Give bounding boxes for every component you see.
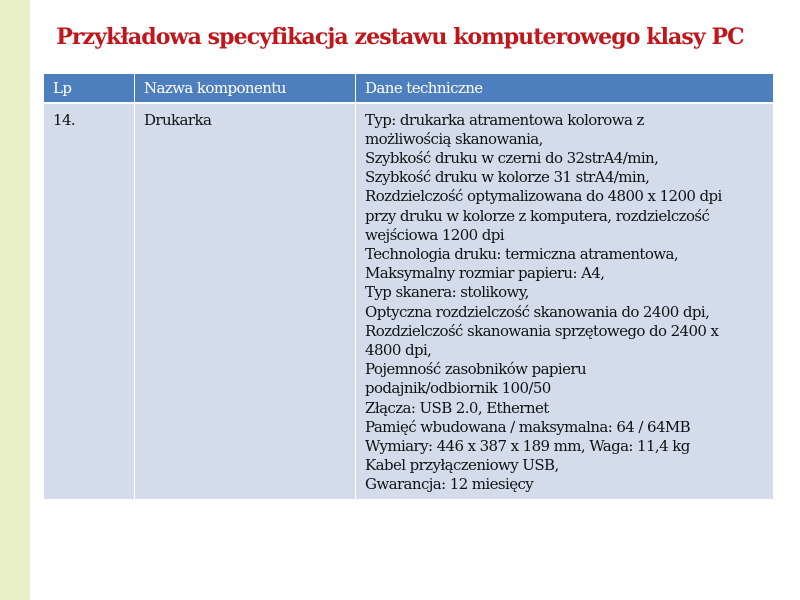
spec-line: Rozdzielczość skanowania sprzętowego do 2400 x <box>365 321 719 340</box>
spec-line: Technologia druku: termiczna atramentowa, <box>365 244 679 263</box>
cell-component-name: Drukarka <box>135 103 356 500</box>
spec-line: możliwością skanowania, <box>365 129 543 148</box>
table-header-row <box>44 74 774 103</box>
spec-line: 4800 dpi, <box>365 340 432 359</box>
spec-line: Kabel przyłączeniowy USB, <box>365 456 559 475</box>
left-decorative-stripe <box>0 0 30 600</box>
spec-line: Typ skanera: stolikowy, <box>365 283 529 302</box>
spec-line: Pamięć wbudowana / maksymalna: 64 / 64MB <box>365 417 691 436</box>
spec-line: Gwarancja: 12 miesięcy <box>365 475 534 494</box>
spec-line: Typ: drukarka atramentowa kolorowa z <box>365 110 644 129</box>
spec-line: Rozdzielczość optymalizowana do 4800 x 1200 dpi <box>365 187 722 206</box>
cell-lp: 14. <box>44 103 135 500</box>
header-technical-data: Dane techniczne <box>356 74 774 103</box>
spec-line: Szybkość druku w kolorze 31 strA4/min, <box>365 168 650 187</box>
spec-line: Wymiary: 446 x 387 x 189 mm, Waga: 11,4 kg <box>365 436 690 455</box>
spec-line: przy druku w kolorze z komputera, rozdzielczość <box>365 206 710 225</box>
spec-line: Pojemność zasobników papieru <box>365 360 587 379</box>
spec-line: Złącza: USB 2.0, Ethernet <box>365 398 549 417</box>
spec-line: Optyczna rozdzielczość skanowania do 2400 dpi, <box>365 302 710 321</box>
spec-table <box>43 73 774 500</box>
header-lp: Lp <box>44 74 135 103</box>
table-row <box>44 103 774 500</box>
slide-title: Przykładowa specyfikacja zestawu komputerowego klasy PC <box>56 24 744 50</box>
spec-line: Maksymalny rozmiar papieru: A4, <box>365 264 605 283</box>
header-component-name: Nazwa komponentu <box>135 74 356 103</box>
cell-technical-data <box>356 103 774 500</box>
spec-line: podajnik/odbiornik 100/50 <box>365 379 551 398</box>
spec-line: Szybkość druku w czerni do 32strA4/min, <box>365 148 659 167</box>
spec-line: wejściowa 1200 dpi <box>365 225 504 244</box>
